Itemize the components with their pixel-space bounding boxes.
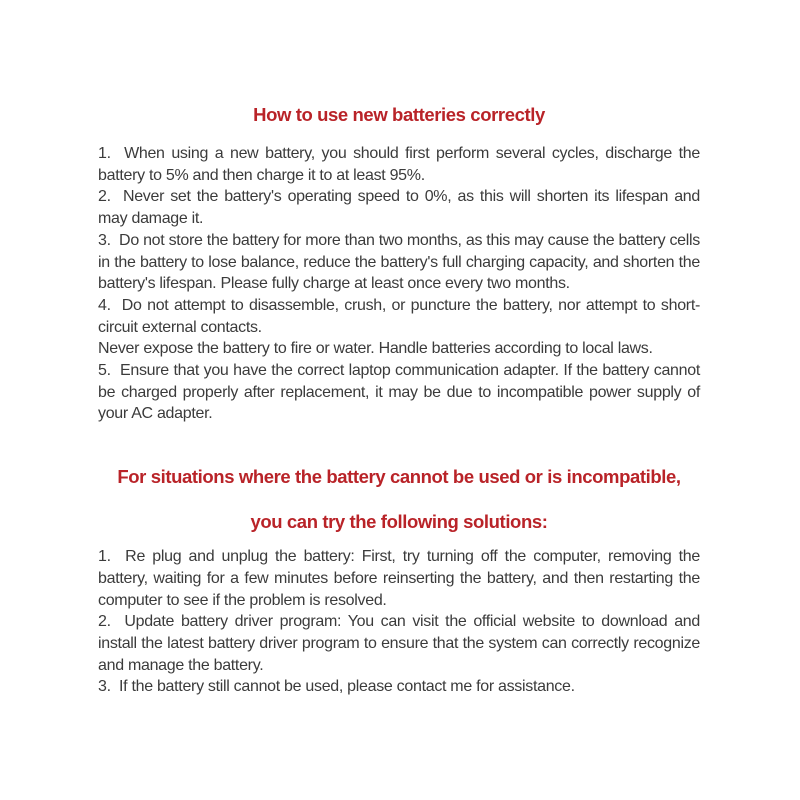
section-troubleshooting	[98, 466, 700, 698]
usage-item-1: 1. When using a new battery, you should first perform several cycles, discharge the battery to 5% and then charge it to at least 95%.	[98, 145, 700, 184]
usage-section-heading: How to use new batteries correctly	[253, 104, 545, 125]
solution-item-1: 1. Re plug and unplug the battery: First, try turning off the computer, removing the battery, waiting for a few minutes before reinserting the battery, and then restarting the computer to see if the problem is resolved.	[98, 548, 700, 609]
solution-item-3: 3. If the battery still cannot be used, please contact me for assistance.	[98, 678, 575, 696]
usage-item-4: 4. Do not attempt to disassemble, crush, or puncture the battery, nor attempt to short-circuit external contacts.	[98, 296, 700, 336]
troubleshooting-heading-line-1: For situations where the battery cannot be used or is incompatible,	[117, 466, 681, 488]
troubleshooting-heading-line-2: you can try the following solutions:	[250, 511, 548, 533]
usage-item-2: 2. Never set the battery's operating speed to 0%, as this will shorten its lifespan and may damage it.	[98, 188, 700, 228]
usage-safety-note: Never expose the battery to fire or water. Handle batteries according to local laws.	[98, 340, 653, 358]
section-battery-usage	[98, 104, 700, 425]
usage-item-5: 5. Ensure that you have the correct laptop communication adapter. If the battery cannot be charged properly after replacement, it may be due to incompatible power supply of your AC adapter.	[98, 362, 700, 423]
solution-item-2: 2. Update battery driver program: You can visit the official website to download and install the latest battery driver program to ensure that the system can correctly recognize and manage the battery.	[98, 613, 700, 674]
usage-item-3: 3. Do not store the battery for more than two months, as this may cause the battery cells in the battery to lose balance, reduce the battery's full charging capacity, and shorten the battery's lifespan. Please fully charge at least once every two months.	[98, 231, 700, 293]
